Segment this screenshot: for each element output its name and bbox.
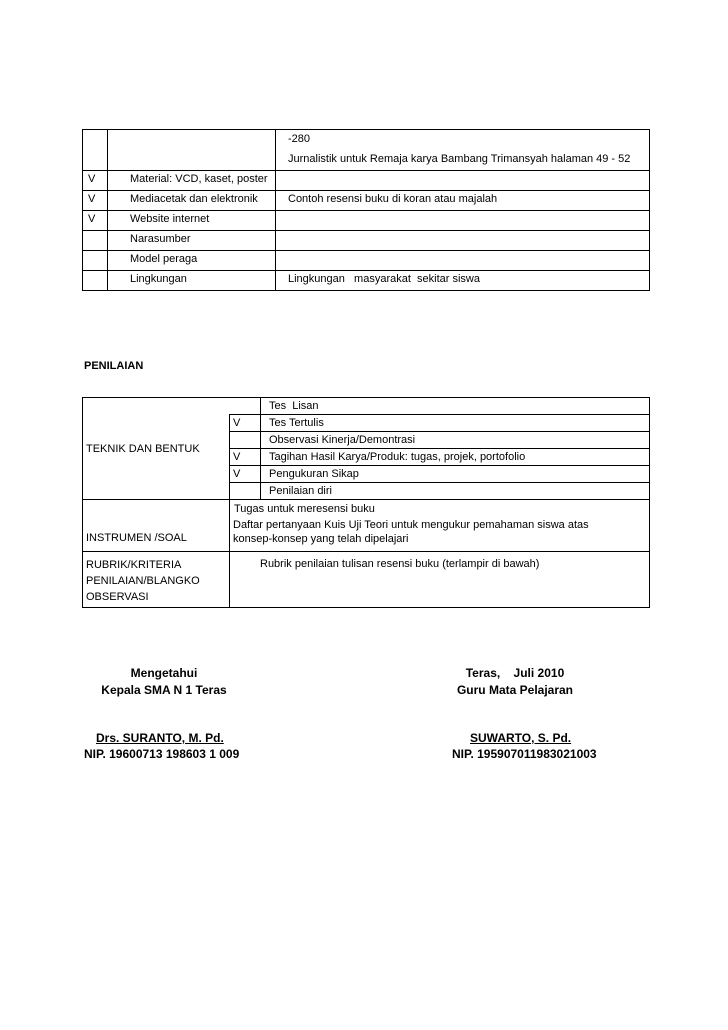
table-row <box>83 211 650 231</box>
right-nip: NIP. 195907011983021003 <box>452 747 597 761</box>
check-cell: V <box>83 191 108 211</box>
table-row <box>83 251 650 271</box>
desc-cell <box>276 231 650 251</box>
check-cell: V <box>230 415 261 432</box>
desc-cell: Lingkungan masyarakat sekitar siswa <box>276 271 650 291</box>
teknik-item: Penilaian diri <box>261 483 650 500</box>
table-row <box>83 130 650 171</box>
left-sig-line2: Kepala SMA N 1 Teras <box>101 683 227 697</box>
table-row <box>83 500 650 552</box>
check-cell <box>83 251 108 271</box>
teknik-item: Pengukuran Sikap <box>261 466 650 483</box>
check-cell <box>230 398 261 415</box>
instrumen-cell <box>230 500 650 552</box>
table-row <box>83 191 650 211</box>
item-cell: Model peraga <box>108 251 276 271</box>
table-row <box>83 552 650 608</box>
item-cell: Narasumber <box>108 231 276 251</box>
rubrik-label: RUBRIK/KRITERIA PENILAIAN/BLANGKO OBSERVASI <box>83 552 230 608</box>
penilaian-heading: PENILAIAN <box>84 360 144 372</box>
item-cell <box>108 130 276 171</box>
check-cell <box>230 432 261 449</box>
left-sig-line1: Mengetahui <box>130 666 198 680</box>
media-table <box>82 129 650 291</box>
item-cell: Mediacetak dan elektronik <box>108 191 276 211</box>
right-name: SUWARTO, S. Pd. <box>470 731 572 745</box>
instrumen-line: Tugas untuk meresensi buku <box>234 503 375 515</box>
teknik-item: Tagihan Hasil Karya/Produk: tugas, projek, portofolio <box>261 449 650 466</box>
left-nip: NIP. 19600713 198603 1 009 <box>84 747 240 761</box>
teknik-item: Tes Lisan <box>261 398 650 415</box>
right-signatory-name <box>470 730 571 746</box>
table-row <box>83 231 650 251</box>
table-row <box>83 398 650 415</box>
check-cell: V <box>83 171 108 191</box>
desc-line: -280 <box>288 133 311 145</box>
penilaian-table <box>82 397 650 608</box>
check-cell: V <box>83 211 108 231</box>
left-signatory-name <box>96 730 224 746</box>
left-name: Drs. SURANTO, M. Pd. <box>96 731 224 745</box>
teknik-label: TEKNIK DAN BENTUK <box>83 398 230 500</box>
item-cell: Lingkungan <box>108 271 276 291</box>
table-row <box>83 271 650 291</box>
right-sig-line2: Guru Mata Pelajaran <box>456 683 574 697</box>
rubrik-cell: Rubrik penilaian tulisan resensi buku (terlampir di bawah) <box>230 552 650 608</box>
check-cell: V <box>230 466 261 483</box>
check-cell: V <box>230 449 261 466</box>
check-cell <box>83 271 108 291</box>
teknik-item: Tes Tertulis <box>261 415 650 432</box>
teknik-item: Observasi Kinerja/Demontrasi <box>261 432 650 449</box>
desc-cell <box>276 130 650 171</box>
table-row <box>83 171 650 191</box>
check-cell <box>83 130 108 171</box>
desc-line: Jurnalistik untuk Remaja karya Bambang Trimansyah halaman 49 - 52 <box>288 153 631 165</box>
instrumen-label: INSTRUMEN /SOAL <box>83 500 230 552</box>
instrumen-line: Daftar pertanyaan Kuis Uji Teori untuk mengukur pemahaman siswa atas konsep-konsep yang telah dipelajari <box>233 519 589 545</box>
item-cell: Website internet <box>108 211 276 231</box>
check-cell <box>230 483 261 500</box>
desc-cell <box>276 211 650 231</box>
item-cell: Material: VCD, kaset, poster <box>108 171 276 191</box>
desc-cell <box>276 171 650 191</box>
check-cell <box>83 231 108 251</box>
desc-cell <box>276 251 650 271</box>
desc-cell: Contoh resensi buku di koran atau majalah <box>276 191 650 211</box>
right-sig-line1: Teras, Juli 2010 <box>465 666 565 680</box>
right-signature-block <box>455 665 575 699</box>
left-signature-block <box>84 665 244 699</box>
